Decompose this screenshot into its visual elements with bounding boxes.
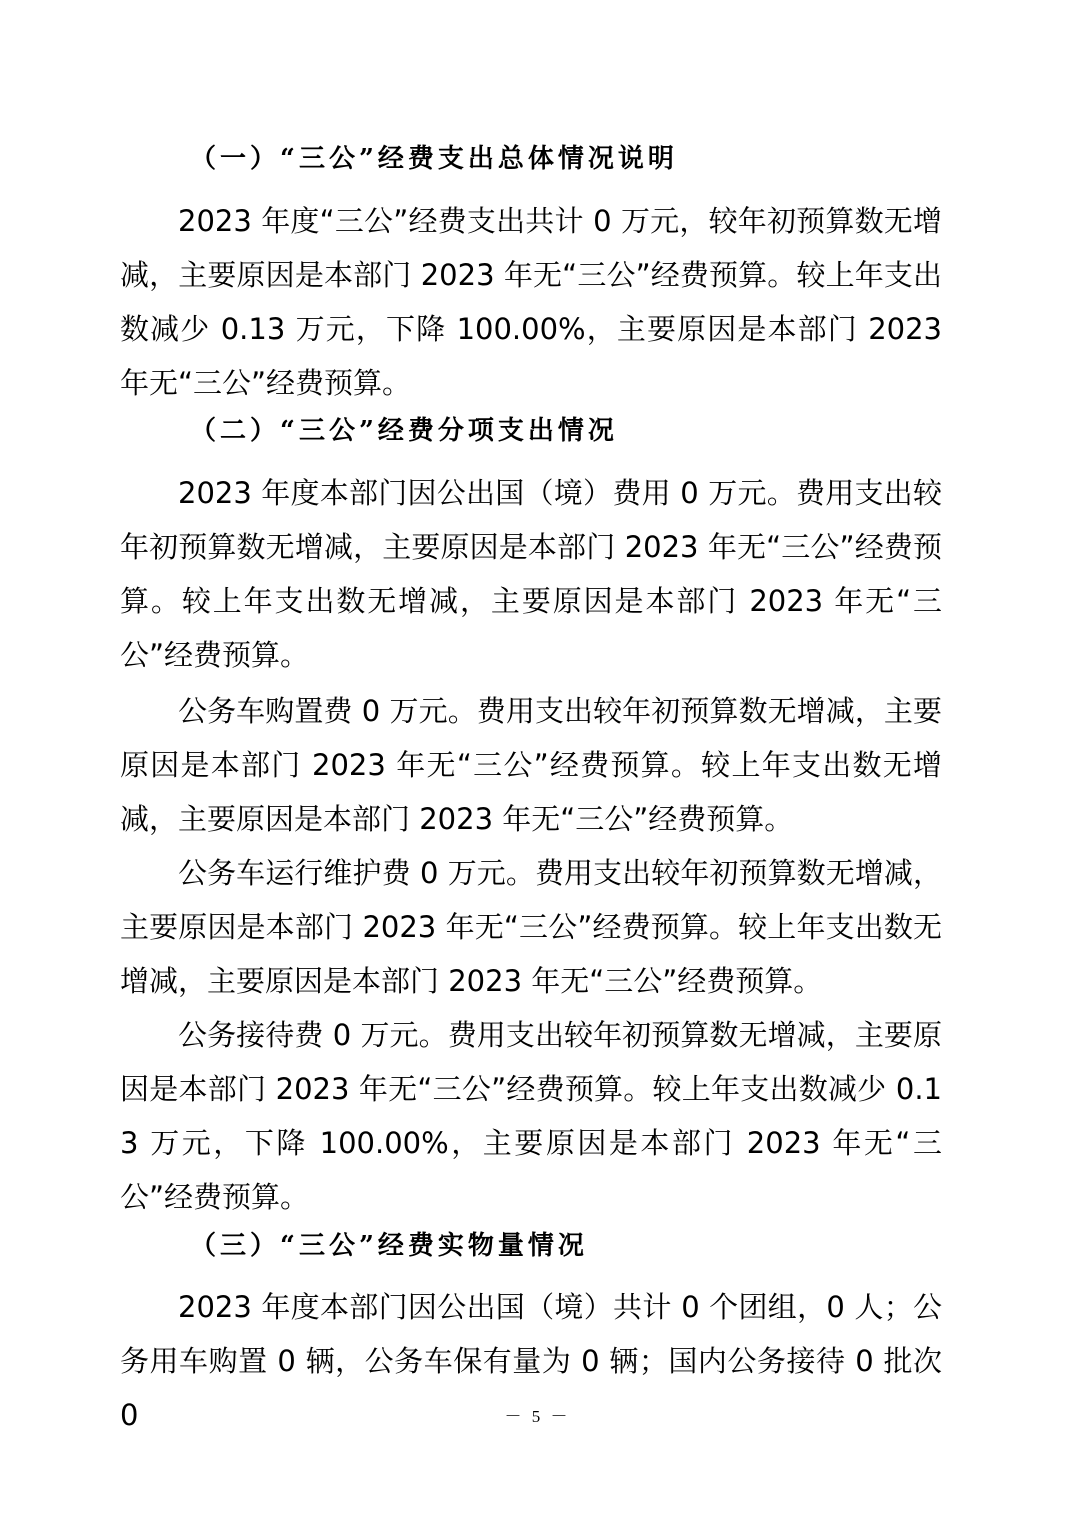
paragraph-overseas-travel: 2023 年度本部门因公出国（境）费用 0 万元。费用支出较年初预算数无增减，主要原因是本部门 2023 年无“三公”经费预算。较上年支出数无增减，主要原因是本部门 2023 年无“三公”经费预算。 <box>120 476 942 672</box>
paragraph-vehicle-purchase: 公务车购置费 0 万元。费用支出较年初预算数无增减，主要原因是本部门 2023 年无“三公”经费预算。较上年支出数无增减，主要原因是本部门 2023 年无“三公”经费预算。 <box>120 694 942 836</box>
page-number: － 5 － <box>504 1407 571 1426</box>
paragraph-physical-quantity: 2023 年度本部门因公出国（境）共计 0 个团组，0 人；公务用车购置 0 辆，公务车保有量为 0 辆；国内公务接待 0 批次 0 <box>120 1290 942 1432</box>
paragraph-overall-expenses: 2023 年度“三公”经费支出共计 0 万元，较年初预算数无增减，主要原因是本部门 2023 年无“三公”经费预算。较上年支出数减少 0.13 万元，下降 100.00%，主要原因是本部门 2023 年无“三公”经费预算。 <box>120 204 942 400</box>
section-heading-3: （三）“三公”经费实物量情况 <box>190 1231 588 1261</box>
paragraph-vehicle-maintenance: 公务车运行维护费 0 万元。费用支出较年初预算数无增减，主要原因是本部门 2023 年无“三公”经费预算。较上年支出数无增减，主要原因是本部门 2023 年无“三公”经费预算。 <box>120 856 942 998</box>
section-heading-2: （二）“三公”经费分项支出情况 <box>190 416 618 446</box>
section-heading-1: （一）“三公”经费支出总体情况说明 <box>190 144 678 174</box>
paragraph-reception-expenses: 公务接待费 0 万元。费用支出较年初预算数无增减，主要原因是本部门 2023 年无“三公”经费预算。较上年支出数减少 0.13 万元，下降 100.00%，主要原因是本部门 2023 年无“三公”经费预算。 <box>120 1018 942 1214</box>
